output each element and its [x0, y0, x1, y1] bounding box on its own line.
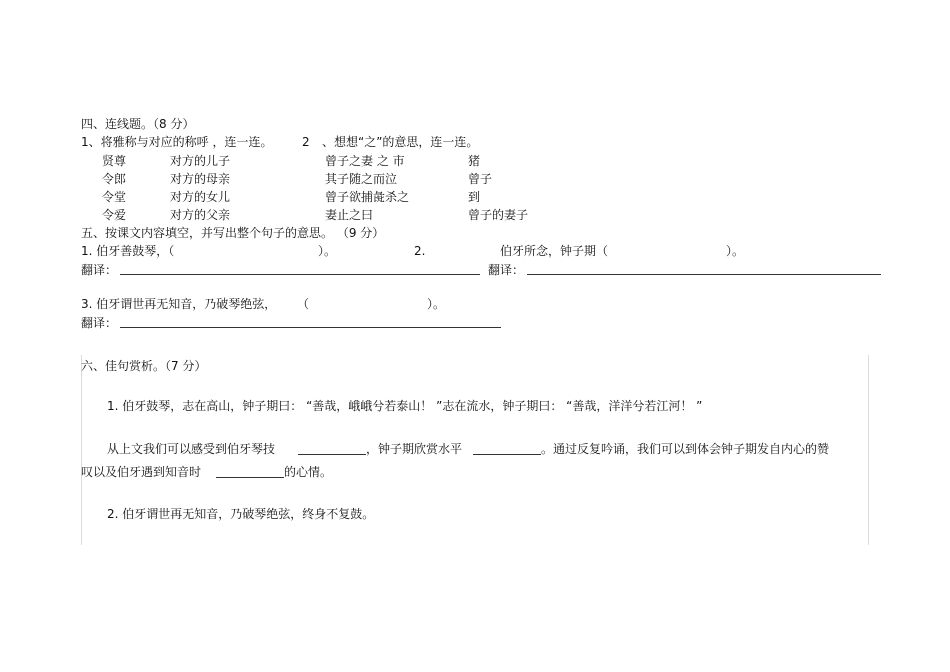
- appreciation-sentence-1: 1. 伯牙鼓琴，志在高山，钟子期曰： “善哉，峨峨兮若泰山！ ”志在流水，钟子期曰： “善哉，洋洋兮若江河！ ”: [107, 399, 703, 413]
- appreciation-prompt-e: 的心情。: [284, 465, 333, 479]
- section5-q2-close: ）。: [726, 244, 745, 258]
- section4-question1: 1、将雅称与对应的称呼 ，连一连。: [81, 135, 273, 149]
- translate-line-1[interactable]: [120, 274, 480, 275]
- appreciation-prompt-d: 叹以及伯牙遇到知音时: [81, 465, 202, 479]
- blank-skill[interactable]: [298, 454, 366, 455]
- title-item-2: 令郎: [102, 172, 127, 186]
- sentence-item-2: 其子随之而泣: [325, 172, 398, 186]
- section5-q1-close: ）。: [318, 244, 337, 258]
- section5-q2-number: 2.: [414, 244, 426, 258]
- meaning-item-4: 对方的父亲: [170, 208, 231, 222]
- translate-line-2[interactable]: [527, 274, 881, 275]
- title-item-4: 令爱: [102, 208, 127, 222]
- meaning-item-3: 对方的女儿: [170, 190, 231, 204]
- zhi-meaning-3: 到: [468, 190, 481, 204]
- title-item-3: 令堂: [102, 190, 127, 204]
- box-left-border: [81, 355, 82, 545]
- section5-q3-text: 3. 伯牙谓世再无知音，乃破琴绝弦，: [81, 297, 277, 311]
- section5-q3-close: ）。: [427, 297, 446, 311]
- section4-question2: 、想想“之”的意思，连一连。: [322, 135, 479, 149]
- appreciation-prompt-b: ，钟子期欣赏水平: [366, 442, 463, 456]
- zhi-meaning-4: 曾子的妻子: [468, 208, 529, 222]
- section5-q2-text: 伯牙所念，钟子期（: [500, 244, 609, 258]
- translate-line-3[interactable]: [120, 327, 501, 328]
- appreciation-sentence-2: 2. 伯牙谓世再无知音，乃破琴绝弦，终身不复鼓。: [107, 507, 375, 521]
- meaning-item-1: 对方的儿子: [170, 154, 231, 168]
- sentence-item-1: 曾子之妻 之 市: [325, 154, 405, 168]
- section5-q1-text: 1. 伯牙善鼓琴，（: [81, 244, 175, 258]
- blank-level[interactable]: [473, 454, 541, 455]
- translate-label-1: 翻译：: [81, 263, 118, 277]
- section4-heading: 四、连线题。（8 分）: [81, 117, 195, 131]
- section5-q3-paren: （: [297, 297, 310, 311]
- sentence-item-3: 曾子欲捕彘杀之: [325, 190, 410, 204]
- zhi-meaning-1: 猪: [468, 154, 481, 168]
- meaning-item-2: 对方的母亲: [170, 172, 231, 186]
- zhi-meaning-2: 曾子: [468, 172, 493, 186]
- section4-question2-number: 2: [302, 135, 310, 149]
- blank-mood[interactable]: [216, 477, 284, 478]
- appreciation-prompt-c: 。通过反复吟诵，我们可以到体会钟子期发自内心的赞: [541, 442, 830, 456]
- box-right-border: [868, 355, 869, 545]
- sentence-item-4: 妻止之曰: [325, 208, 374, 222]
- appreciation-prompt-a: 从上文我们可以感受到伯牙琴技: [107, 442, 276, 456]
- title-item-1: 贤尊: [102, 154, 127, 168]
- translate-label-3: 翻译：: [81, 316, 118, 330]
- section5-heading: 五、按课文内容填空，并写出整个句子的意思。 （9 分）: [81, 226, 385, 240]
- translate-label-2: 翻译：: [488, 263, 525, 277]
- section6-heading: 六、佳句赏析。（7 分）: [81, 359, 207, 373]
